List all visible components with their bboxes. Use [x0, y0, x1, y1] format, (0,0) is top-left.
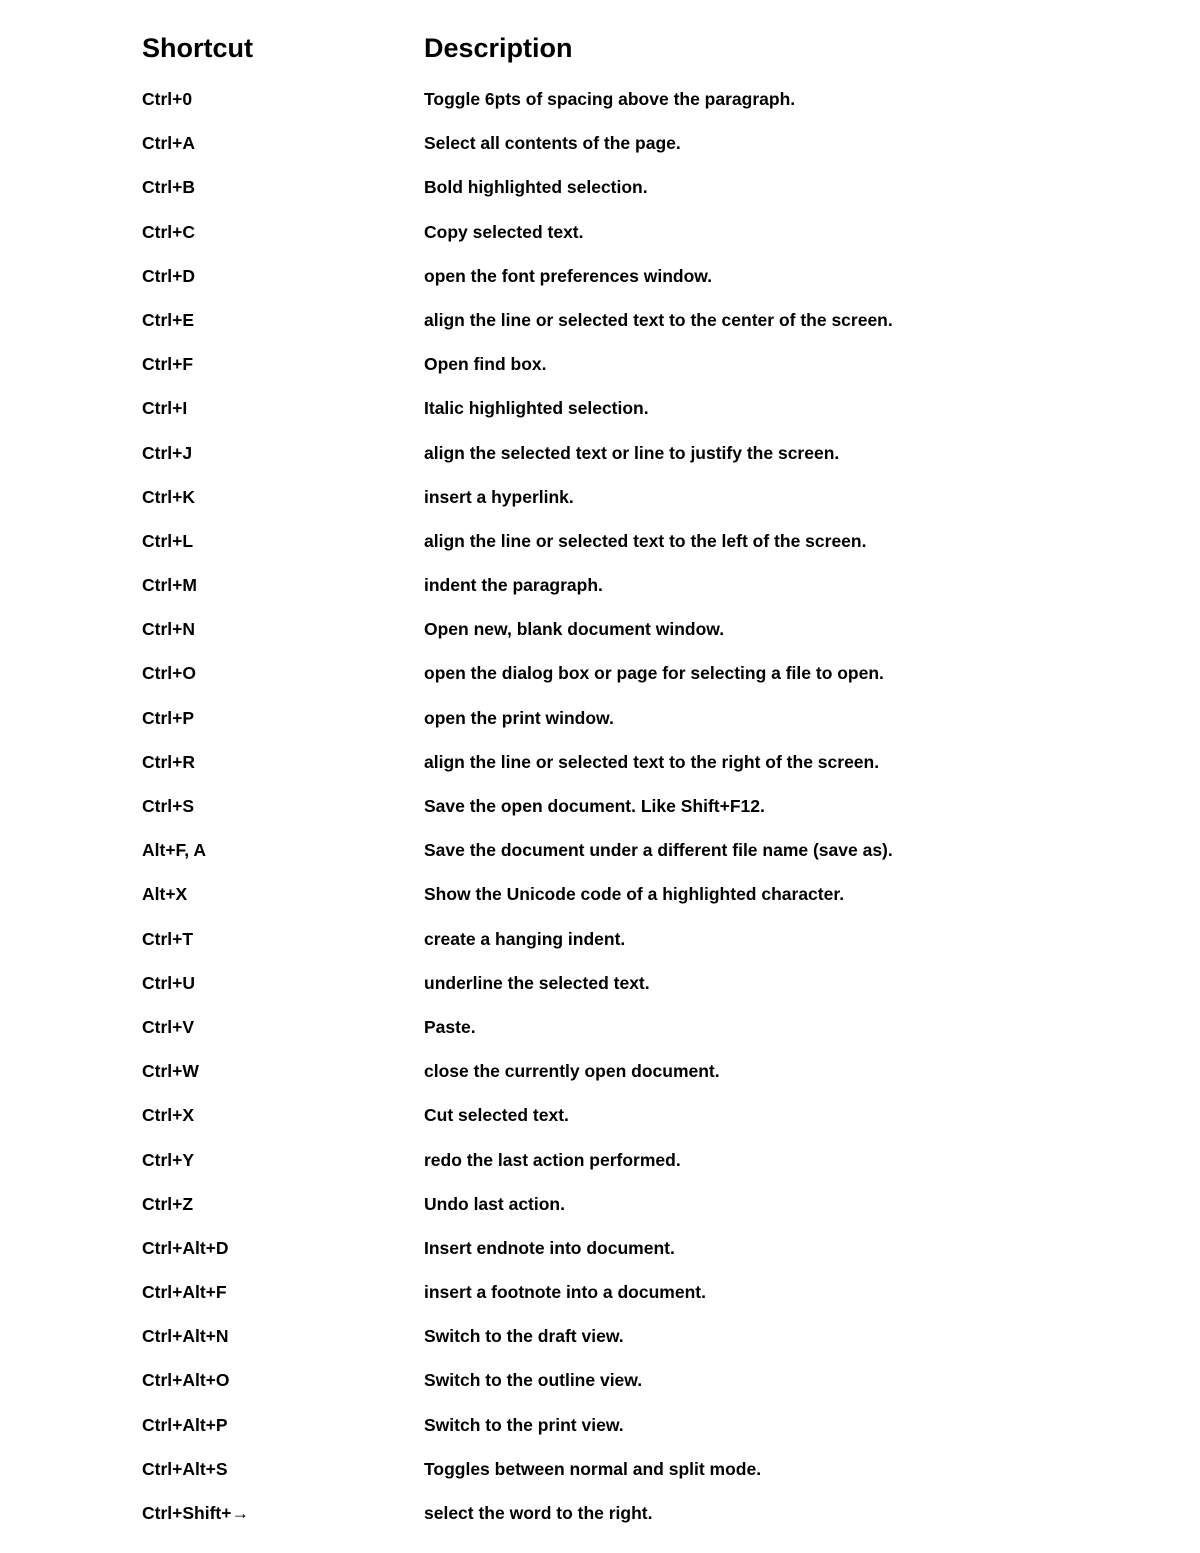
shortcut-description: close the currently open document.: [424, 1061, 720, 1082]
shortcut-key: Ctrl+A: [142, 133, 195, 154]
shortcut-description: Show the Unicode code of a highlighted character.: [424, 884, 845, 905]
table-row: [142, 219, 1092, 263]
shortcut-key: Ctrl+J: [142, 442, 193, 463]
shortcut-key: Ctrl+Y: [142, 1149, 195, 1170]
shortcut-key: Ctrl+E: [142, 309, 195, 330]
table-row: [142, 307, 1092, 351]
shortcut-description: Italic highlighted selection.: [424, 398, 649, 419]
shortcut-key: Ctrl+X: [142, 1105, 195, 1126]
shortcut-key: Ctrl+N: [142, 619, 195, 640]
shortcut-description: insert a footnote into a document.: [424, 1282, 706, 1303]
shortcut-key: Ctrl+Z: [142, 1193, 194, 1214]
shortcut-description: Switch to the draft view.: [424, 1326, 624, 1347]
shortcut-key: Ctrl+Alt+O: [142, 1370, 230, 1391]
table-row: [142, 395, 1092, 439]
table-row: [142, 837, 1092, 881]
table-row: [142, 1102, 1092, 1146]
table-row: [142, 926, 1092, 970]
table-row: [142, 1323, 1092, 1367]
shortcut-key: Ctrl+U: [142, 972, 195, 993]
shortcut-key: Ctrl+B: [142, 177, 195, 198]
shortcut-description: insert a hyperlink.: [424, 486, 574, 507]
shortcut-description: indent the paragraph.: [424, 575, 603, 596]
shortcut-table: [142, 86, 1092, 1544]
shortcut-key: Ctrl+R: [142, 751, 195, 772]
shortcut-description: Switch to the print view.: [424, 1414, 624, 1435]
shortcut-description: Open find box.: [424, 354, 547, 375]
shortcut-key: Ctrl+P: [142, 707, 195, 728]
shortcut-key: Ctrl+C: [142, 221, 195, 242]
shortcut-key: Ctrl+L: [142, 530, 194, 551]
shortcut-column-heading: Shortcut: [142, 33, 253, 63]
shortcut-description: Save the document under a different file name (save as).: [424, 840, 893, 861]
shortcut-key: Ctrl+O: [142, 663, 196, 684]
shortcut-key: Ctrl+Alt+S: [142, 1458, 228, 1479]
table-row: [142, 1058, 1092, 1102]
table-row: [142, 660, 1092, 704]
table-row: [142, 528, 1092, 572]
table-row: [142, 793, 1092, 837]
shortcut-key: Ctrl+W: [142, 1061, 199, 1082]
shortcut-description: align the line or selected text to the left of the screen.: [424, 530, 867, 551]
shortcut-description: Switch to the outline view.: [424, 1370, 643, 1391]
description-column-heading: Description: [424, 33, 573, 63]
table-row: [142, 351, 1092, 395]
shortcut-key: Ctrl+D: [142, 265, 195, 286]
shortcut-description: open the print window.: [424, 707, 614, 728]
table-row: [142, 484, 1092, 528]
shortcut-description: Select all contents of the page.: [424, 133, 681, 154]
shortcut-description: Cut selected text.: [424, 1105, 569, 1126]
shortcut-key: Ctrl+Alt+F: [142, 1282, 227, 1303]
shortcut-description: Insert endnote into document.: [424, 1237, 675, 1258]
table-row: [142, 1456, 1092, 1500]
shortcut-description: Toggles between normal and split mode.: [424, 1458, 762, 1479]
table-row: [142, 970, 1092, 1014]
table-row: [142, 1500, 1092, 1544]
shortcut-key: Ctrl+I: [142, 398, 188, 419]
table-row: [142, 86, 1092, 130]
shortcut-description: underline the selected text.: [424, 972, 650, 993]
shortcut-description: open the font preferences window.: [424, 265, 713, 286]
table-row: [142, 174, 1092, 218]
table-row: [142, 705, 1092, 749]
shortcut-key: Ctrl+0: [142, 89, 193, 109]
shortcut-description: open the dialog box or page for selecting a file to open.: [424, 663, 884, 684]
shortcut-description: Undo last action.: [424, 1193, 565, 1214]
shortcut-key: Alt+F, A: [142, 840, 207, 861]
shortcut-description: Save the open document. Like Shift+F12.: [424, 796, 765, 816]
table-row: [142, 1412, 1092, 1456]
shortcut-key: Ctrl+M: [142, 575, 197, 596]
table-row: [142, 440, 1092, 484]
table-row: [142, 1367, 1092, 1411]
shortcut-description: Copy selected text.: [424, 221, 584, 242]
shortcut-description: Open new, blank document window.: [424, 619, 725, 640]
shortcut-key: Alt+X: [142, 884, 188, 905]
shortcut-key: Ctrl+F: [142, 354, 194, 375]
table-row: [142, 1279, 1092, 1323]
shortcut-description: Paste.: [424, 1016, 476, 1037]
table-row: [142, 1014, 1092, 1058]
shortcut-key: Ctrl+Alt+N: [142, 1326, 229, 1347]
shortcut-description: align the line or selected text to the right of the screen.: [424, 751, 880, 772]
shortcut-key: Ctrl+T: [142, 928, 194, 949]
table-row: [142, 1191, 1092, 1235]
shortcut-description: align the line or selected text to the center of the screen.: [424, 309, 893, 330]
table-header: [142, 30, 1042, 66]
shortcut-key: Ctrl+V: [142, 1016, 195, 1037]
table-row: [142, 130, 1092, 174]
shortcut-description: align the selected text or line to justify the screen.: [424, 442, 840, 463]
shortcut-key: Ctrl+Alt+D: [142, 1237, 229, 1258]
shortcut-description: Bold highlighted selection.: [424, 177, 648, 198]
shortcut-key: Ctrl+Alt+P: [142, 1414, 228, 1435]
table-row: [142, 263, 1092, 307]
table-row: [142, 1147, 1092, 1191]
shortcut-description: select the word to the right.: [424, 1503, 653, 1523]
table-row: [142, 881, 1092, 925]
table-row: [142, 1235, 1092, 1279]
shortcut-key: Ctrl+K: [142, 486, 195, 507]
table-row: [142, 572, 1092, 616]
table-row: [142, 616, 1092, 660]
shortcut-description: create a hanging indent.: [424, 928, 626, 949]
table-row: [142, 749, 1092, 793]
shortcut-key: Ctrl+Shift+→: [142, 1503, 249, 1523]
shortcut-key: Ctrl+S: [142, 796, 195, 816]
shortcut-description: Toggle 6pts of spacing above the paragraph.: [424, 89, 796, 109]
shortcut-description: redo the last action performed.: [424, 1149, 681, 1170]
